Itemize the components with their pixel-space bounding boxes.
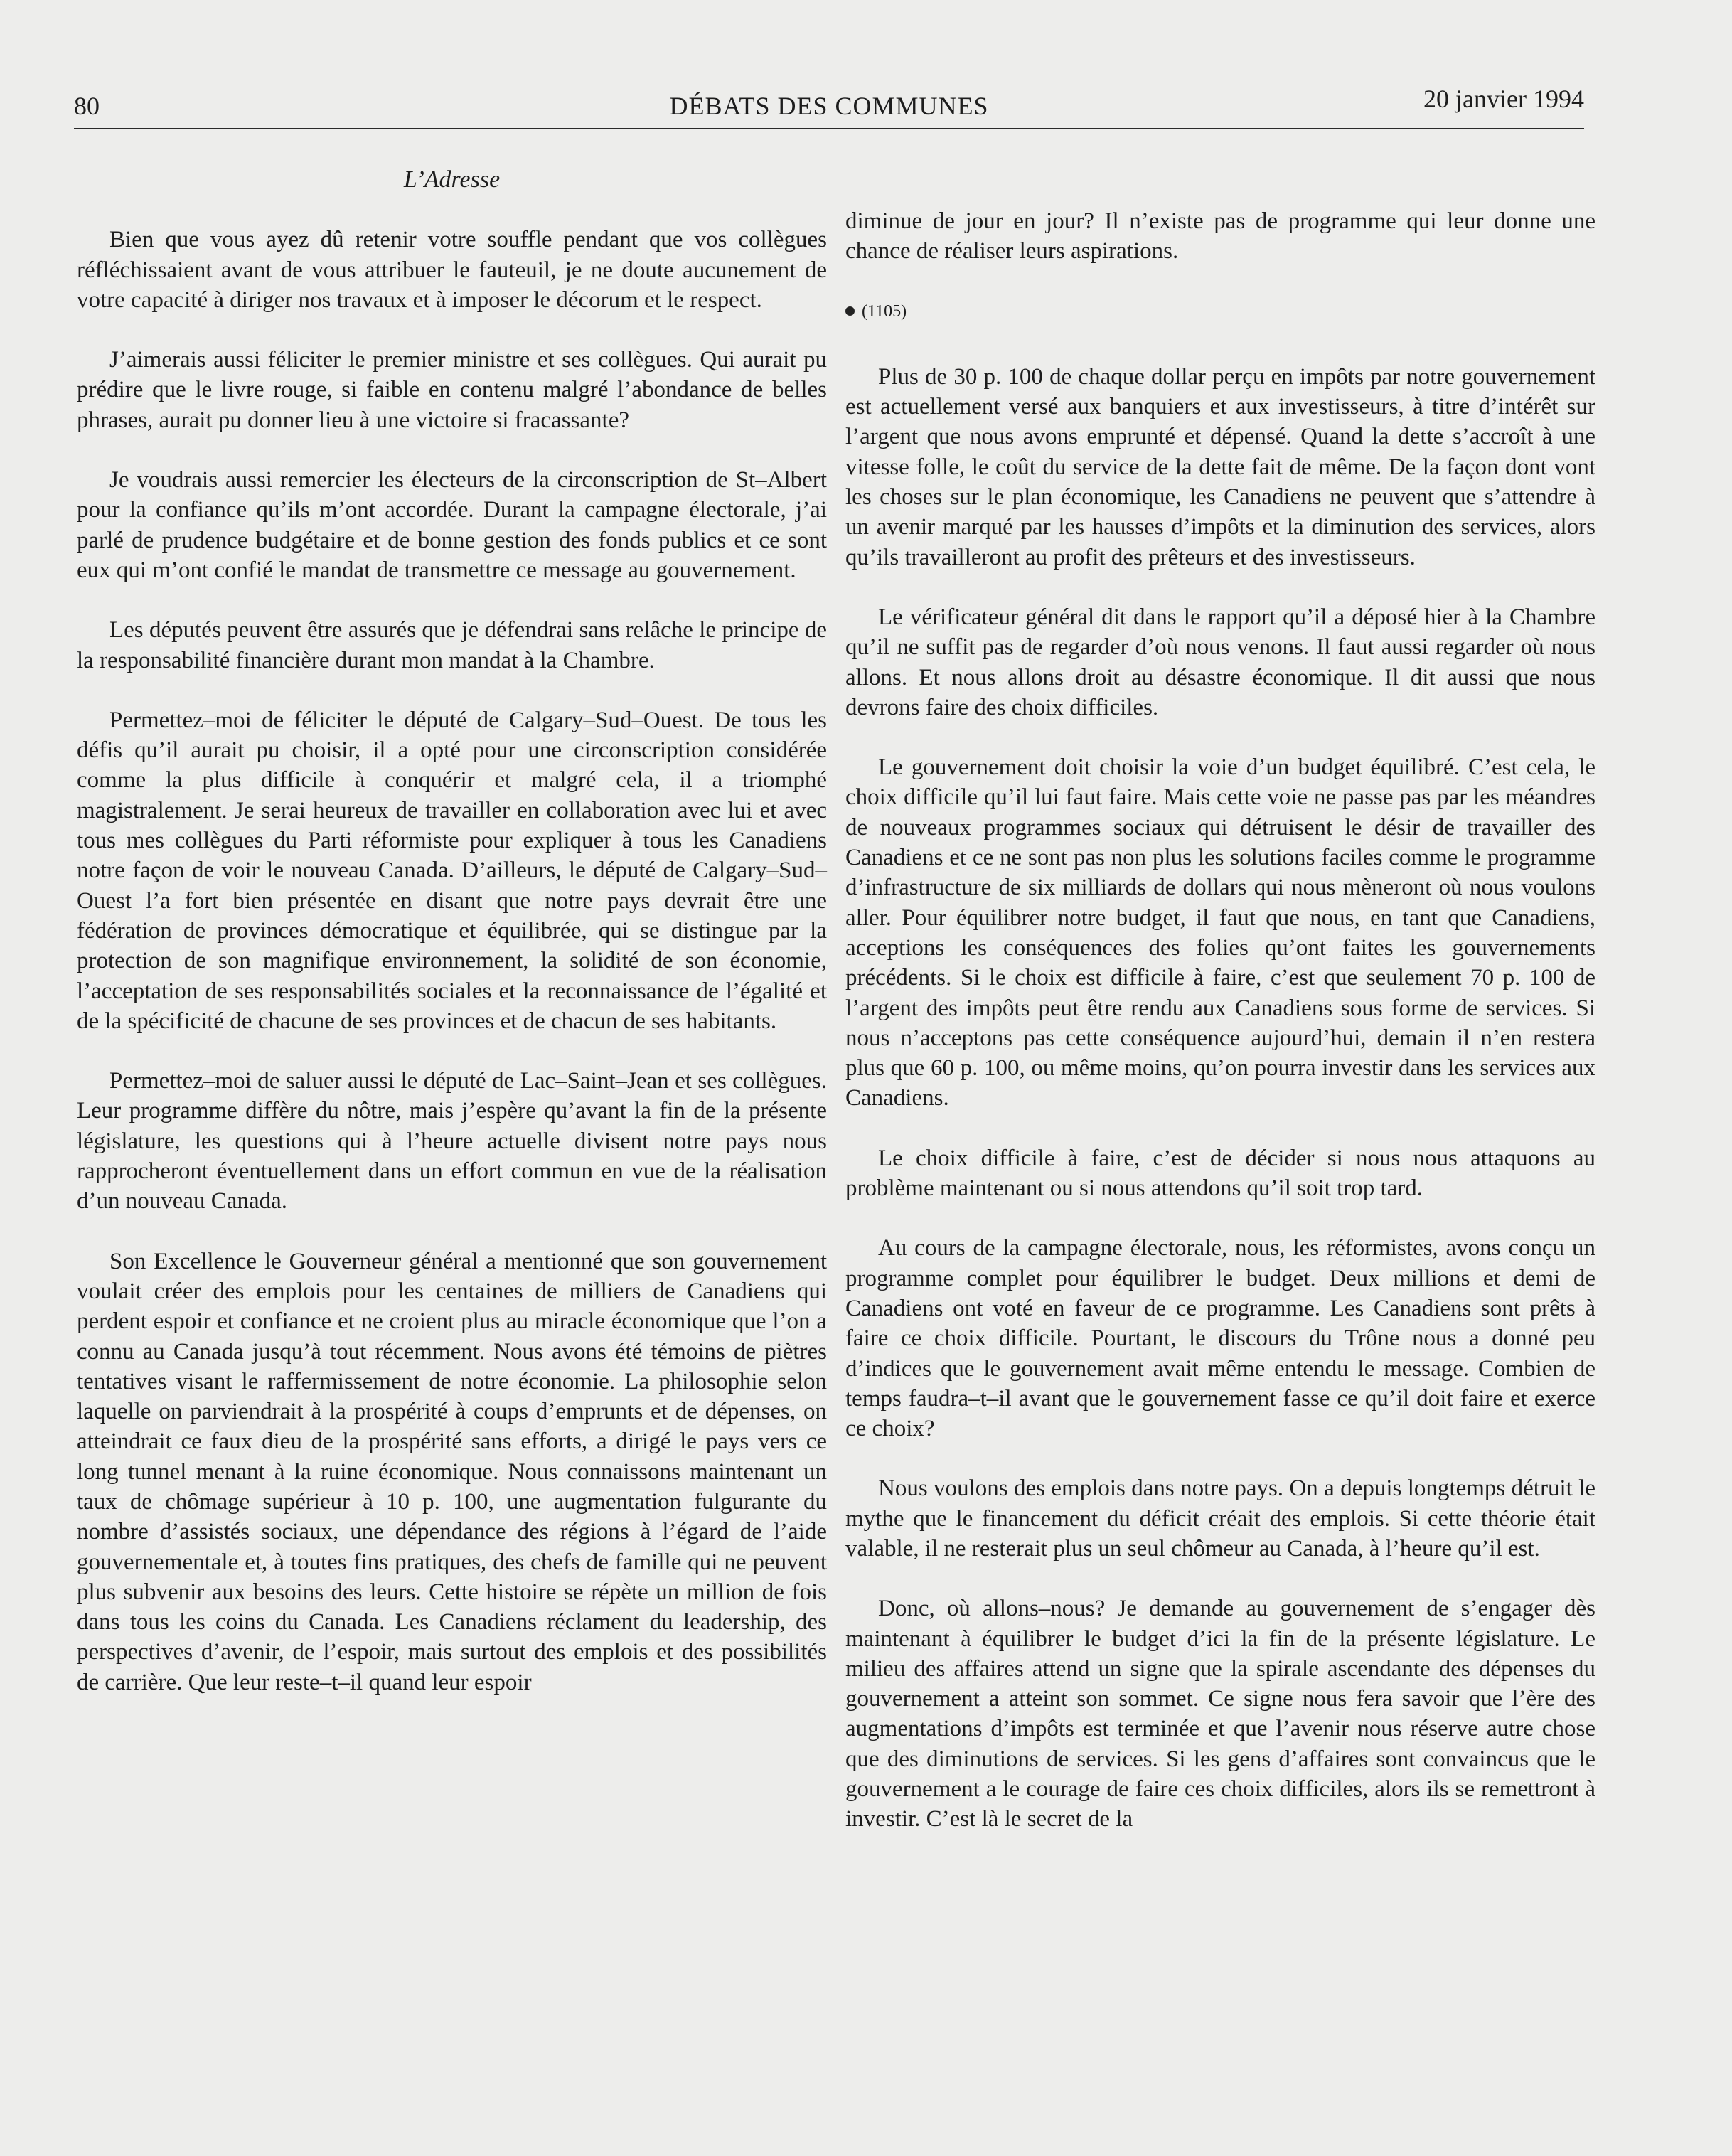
left-column [77,166,827,1727]
paragraph: Au cours de la campagne électorale, nous, les réformistes, avons conçu un programme complet pour équilibrer le budget. Deux millions et demi de Canadiens ont voté en faveur de ce programme. Les Canadiens sont prêts à faire ce choix difficile. Pourtant, le discours du Trône nous a donné peu d’indices que le gouvernement avait même entendu le message. Combien de temps faudra–t–il avant que le gouvernement fasse ce qu’il doit faire et exerce ce choix? [845,1235,1595,1442]
paragraph: Je voudrais aussi remercier les électeurs de la circonscription de St–Albert pour la confiance qu’ils m’ont accordée. Durant la campagne électorale, j’ai parlé de prudence budgétaire et de bonne gestion des fonds publics et ce sont eux qui m’ont confié le mandat de transmettre ce message au gouvernement. [77,467,827,583]
paragraph: Nous voulons des emplois dans notre pays. On a depuis longtemps détruit le mythe que le financement du déficit créait des emplois. Si cette théorie était valable, il ne resterait plus un seul chômeur au Canada, à l’heure qu’il est. [845,1475,1595,1562]
paragraph: Donc, où allons–nous? Je demande au gouvernement de s’engager dès maintenant à équilibrer le budget d’ici la fin de la présente législature. Le milieu des affaires attend un signe que la spirale ascendante des dépenses du gouvernement a atteint son sommet. Ce signe nous fera savoir que l’ère des augmentations d’impôts est terminée et que l’avenir nous réserve autre chose que des diminutions de services. Si les gens d’affaires sont convaincus que le gouvernement a le courage de faire ces choix difficiles, alors ils se remettront à investir. C’est là le secret de la [845,1596,1595,1832]
right-column [845,206,1595,1864]
page-date: 20 janvier 1994 [1423,85,1584,113]
paragraph: Les députés peuvent être assurés que je défendrai sans relâche le principe de la responsabilité financière durant mon mandat à la Chambre. [77,617,827,673]
paragraph: J’aimerais aussi féliciter le premier ministre et ses collègues. Qui aurait pu prédire que le livre rouge, si faible en contenu malgré l’abondance de belles phrases, aurait pu donner lieu à une victoire si fracassante? [77,347,827,433]
paragraph: Le vérificateur général dit dans le rapport qu’il a déposé hier à la Chambre qu’il ne suffit pas de regarder d’où nous venons. Il faut aussi regarder où nous allons. Et nous allons droit au désastre économique. Il dit aussi que nous devrons faire des choix difficiles. [845,604,1595,720]
paragraph: Le choix difficile à faire, c’est de décider si nous nous attaquons au problème maintenant ou si nous attendons qu’il soit trop tard. [845,1145,1595,1202]
paragraph-continuation: diminue de jour en jour? Il n’existe pas de programme qui leur donne une chance de réaliser leurs aspirations. [845,208,1595,265]
bullet-icon [845,306,855,316]
publication-title: DÉBATS DES COMMUNES [669,92,989,120]
paragraph: Bien que vous ayez dû retenir votre souffle pendant que vos collègues réfléchissaient avant de vous attribuer le fauteuil, je ne doute aucunement de votre capacité à diriger nos travaux et à imposer le décorum et le respect. [77,227,827,313]
time-marker-label: (1105) [862,301,907,321]
paragraph: Le gouvernement doit choisir la voie d’un budget équilibré. C’est cela, le choix difficile qu’il lui faut faire. Mais cette voie ne passe pas par les méandres de nouveaux programmes sociaux qui détruisent le désir de travailler des Canadiens et ce ne sont pas non plus les solutions faciles comme le programme d’infrastructure de six milliards de dollars qui nous mèneront où nous voulons aller. Pour équilibrer notre budget, il faut que nous, en tant que Canadiens, acceptions les conséquences des folies qu’ont faites les gouvernements précédents. Si le choix est difficile à faire, c’est que seulement 70 p. 100 de l’argent des impôts peut être rendu aux Canadiens sous forme de services. Si nous n’acceptons pas cette conséquence aujourd’hui, demain il n’en restera plus que 60 p. 100, ou même moins, qu’on pourra investir dans les services aux Canadiens. [845,754,1595,1111]
time-marker [845,297,1595,326]
paragraph: Plus de 30 p. 100 de chaque dollar perçu en impôts par notre gouvernement est actuellement versé aux banquiers et aux investisseurs, à titre d’intérêt sur l’argent que nous avons emprunté et dépensé. Quand la dette s’accroît à une vitesse folle, le coût du service de la dette fait de même. De la façon dont vont les choses sur le plan économique, les Canadiens ne peuvent que s’attendre à un avenir marqué par les hausses d’impôts et la diminution des services, alors qu’ils travailleront au profit des prêteurs et des investisseurs. [845,363,1595,570]
paragraph: Son Excellence le Gouverneur général a mentionné que son gouvernement voulait créer des emplois pour les centaines de milliers de Canadiens qui perdent espoir et confiance et ne croient plus au miracle économique que l’on a connu au Canada jusqu’à tout récemment. Nous avons été témoins de piètres tentatives visant le raffermissement de notre économie. La philosophie selon laquelle on parviendrait à la prospérité à coups d’emprunts et de dépenses, on atteindrait ce faux dieu de la prospérité sans efforts, a dirigé le pays vers ce long tunnel menant à la ruine économique. Nous connaissons maintenant un taux de chômage supérieur à 10 p. 100, une augmentation fulgurante du nombre d’assistés sociaux, une dépendance des régions à l’égard de l’aide gouvernementale et, à toutes fins pratiques, des chefs de famille qui ne peuvent plus subvenir aux besoins des leurs. Cette histoire se répète un million de fois dans tous les coins du Canada. Les Canadiens réclament du leadership, des perspectives d’avenir, de l’espoir, mais surtout des emplois et des possibilités de carrière. Que leur reste–t–il quand leur espoir [77,1248,827,1695]
paragraph: Permettez–moi de saluer aussi le député de Lac–Saint–Jean et ses collègues. Leur programme diffère du nôtre, mais j’espère qu’avant la fin de la présente législature, les questions qui à l’heure actuelle divisent notre pays nous rapprocheront éventuellement dans un effort commun en vue de la réalisation d’un nouveau Canada. [77,1068,827,1215]
section-title: L’Adresse [403,166,501,193]
page-number: 80 [74,92,100,120]
paragraph: Permettez–moi de féliciter le député de Calgary–Sud–Ouest. De tous les défis qu’il aurait pu choisir, il a opté pour une circonscription considérée comme la plus difficile à conquérir et malgré cela, il a triomphé magistralement. Je serai heureux de travailler en collaboration avec lui et avec tous mes collègues du Parti réformiste pour expliquer à tous les Canadiens notre façon de voir le nouveau Canada. D’ailleurs, le député de Calgary–Sud–Ouest l’a fort bien présentée en disant que notre pays devrait être une fédération de provinces démocratique et équilibrée, qui se distingue par la protection de son magnifique environnement, la solidité de son économie, l’acceptation de ses responsabilités sociales et la reconnaissance de l’égalité et de la spécificité de chacune de ses provinces et de chacun de ses habitants. [77,707,827,1034]
page-header [74,84,1584,129]
